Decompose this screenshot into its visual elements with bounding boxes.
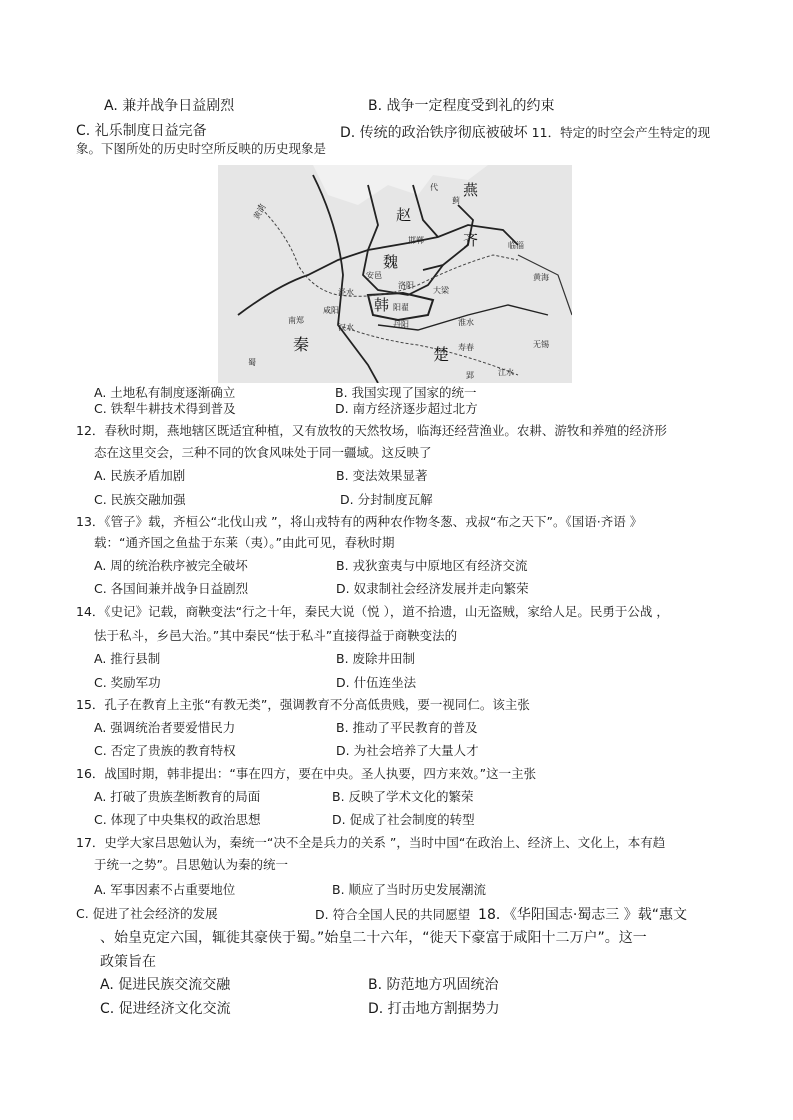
q15-option-c: C. 否定了贵族的教育特权 bbox=[94, 743, 236, 758]
svg-text:郢: 郢 bbox=[466, 371, 474, 380]
q17-option-b: B. 顺应了当时历史发展潮流 bbox=[332, 882, 487, 897]
q10-option-d-text: D. 传统的政治铁序彻底被破坏 bbox=[340, 125, 528, 141]
q17-stem-line2: 于统一之势”。吕思勉认为秦的统一 bbox=[94, 857, 288, 872]
q10-option-d bbox=[340, 124, 710, 142]
q10-option-c: C. 礼乐制度日益完备 bbox=[76, 123, 207, 139]
map-svg bbox=[218, 165, 572, 383]
svg-text:临淄: 临淄 bbox=[508, 241, 524, 250]
q11-stem-start: 11．特定的时空会产生特定的现 bbox=[531, 125, 711, 140]
q16-option-b: B. 反映了学术文化的繁荣 bbox=[332, 789, 474, 804]
q13-option-b: B. 戎狄蛮夷与中原地区有经济交流 bbox=[336, 558, 528, 573]
q14-option-d: D. 什伍连坐法 bbox=[336, 675, 417, 690]
svg-text:洛阳: 洛阳 bbox=[398, 281, 414, 290]
q18-option-b: B. 防范地方巩固统治 bbox=[368, 977, 499, 993]
state-label-qin: 秦 bbox=[293, 335, 310, 354]
q11-option-c: C. 铁犁牛耕技术得到普及 bbox=[94, 401, 236, 416]
q18-stem-line2: 、始皇克定六国，辄徙其豪侠于蜀。”始皇二十六年，“徙天下豪富于咸阳十二万户”。这一 bbox=[100, 930, 647, 946]
svg-text:江水: 江水 bbox=[498, 368, 514, 377]
q12-option-d: D. 分封制度瓦解 bbox=[340, 492, 433, 507]
q13-option-c: C. 各国间兼并战争日益剧烈 bbox=[94, 581, 249, 596]
warring-states-map bbox=[218, 165, 572, 383]
svg-text:汉水: 汉水 bbox=[338, 323, 354, 332]
q12-stem-line2: 态在这里交会，三种不同的饮食风味处于同一疆域。这反映了 bbox=[94, 445, 432, 460]
svg-text:安邑: 安邑 bbox=[366, 271, 382, 280]
svg-text:大梁: 大梁 bbox=[433, 286, 449, 295]
svg-text:淮水: 淮水 bbox=[458, 318, 474, 327]
state-label-zhao: 赵 bbox=[396, 206, 412, 224]
q12-option-c: C. 民族交融加强 bbox=[94, 492, 186, 507]
q15-stem: 15．孔子在教育上主张“有教无类”，强调教育不分高低贵贱，要一视同仁。该主张 bbox=[76, 697, 530, 712]
q16-option-d: D. 促成了社会制度的转型 bbox=[332, 812, 475, 827]
q14-stem-line1: 14．《史记》记载，商鞅变法“行之十年，秦民大说（悦 ），道不拾遗，山无盗贼，家给人足。民勇于公战 ， bbox=[76, 604, 669, 619]
q10-option-b: B. 战争一定程度受到礼的约束 bbox=[368, 98, 555, 114]
svg-text:黄河: 黄河 bbox=[251, 202, 268, 221]
state-label-qi: 齐 bbox=[463, 231, 479, 249]
svg-text:黄海: 黄海 bbox=[533, 273, 549, 282]
q14-option-a: A. 推行县制 bbox=[94, 651, 161, 666]
q14-stem-line2: 怯于私斗，乡邑大治。”其中秦民“怯于私斗”直接得益于商鞅变法的 bbox=[94, 628, 458, 643]
q17-option-d-row bbox=[315, 906, 687, 924]
q17-option-a: A. 军事因素不占重要地位 bbox=[94, 882, 236, 897]
q14-option-c: C. 奖励军功 bbox=[94, 675, 161, 690]
q13-option-a: A. 周的统治秩序被完全破坏 bbox=[94, 558, 248, 573]
q18-stem-start: 18．《华阳国志·蜀志三 》载“惠文 bbox=[478, 907, 687, 923]
q18-option-c: C. 促进经济文化交流 bbox=[100, 1001, 231, 1017]
svg-text:邯郸: 邯郸 bbox=[408, 236, 424, 245]
svg-text:泾水: 泾水 bbox=[338, 288, 354, 297]
svg-text:代: 代 bbox=[430, 183, 438, 192]
q17-option-d: D. 符合全国人民的共同愿望 bbox=[315, 907, 471, 922]
q15-option-d: D. 为社会培养了大量人才 bbox=[336, 743, 479, 758]
q18-option-a: A. 促进民族交流交融 bbox=[100, 977, 231, 993]
q12-stem-line1: 12．春秋时期，燕地辖区既适宜种植，又有放牧的天然牧场，临海还经营渔业。农耕、游牧和养殖的经济形 bbox=[76, 423, 667, 438]
q12-option-a: A. 民族矛盾加剧 bbox=[94, 468, 186, 483]
q11-option-a: A. 土地私有制度逐渐确立 bbox=[94, 385, 236, 400]
q17-option-c: C. 促进了社会经济的发展 bbox=[76, 906, 218, 921]
svg-text:无锡: 无锡 bbox=[533, 340, 549, 349]
state-label-yan: 燕 bbox=[463, 181, 479, 199]
svg-text:阳翟: 阳翟 bbox=[393, 303, 409, 312]
q18-option-d: D. 打击地方割据势力 bbox=[368, 1001, 500, 1017]
q15-option-a: A. 强调统治者要爱惜民力 bbox=[94, 720, 236, 735]
svg-text:丹阳: 丹阳 bbox=[393, 320, 409, 329]
q17-stem-line1: 17．史学大家吕思勉认为，秦统一“决不全是兵力的关系 ”，当时中国“在政治上、经济上、文化上，本有趋 bbox=[76, 835, 666, 850]
q16-option-a: A. 打破了贵族垄断教育的局面 bbox=[94, 789, 261, 804]
q11-stem: 象。下图所处的历史时空所反映的历史现象是 bbox=[76, 141, 327, 156]
q12-option-b: B. 变法效果显著 bbox=[336, 468, 428, 483]
q10-option-a: A. 兼并战争日益剧烈 bbox=[104, 98, 235, 114]
q13-option-d: D. 奴隶制社会经济发展并走向繁荣 bbox=[336, 581, 529, 596]
q16-stem: 16．战国时期，韩非提出：“事在四方，要在中央。圣人执要，四方来效。”这一主张 bbox=[76, 766, 537, 781]
q11-option-d: D. 南方经济逐步超过北方 bbox=[335, 401, 478, 416]
svg-text:蓟: 蓟 bbox=[452, 196, 460, 205]
q13-stem-line1: 13．《管子》载，齐桓公“北伐山戎 ”，将山戎特有的两种农作物冬葱、戎叔“布之天下”。《国语·齐语 》 bbox=[76, 514, 643, 529]
svg-text:咸阳: 咸阳 bbox=[323, 306, 339, 315]
q13-stem-line2: 载：“通齐国之鱼盐于东莱（夷）。”由此可见，春秋时期 bbox=[94, 535, 395, 550]
q18-stem-line3: 政策旨在 bbox=[100, 954, 156, 970]
svg-text:南郑: 南郑 bbox=[288, 316, 304, 325]
q11-option-b: B. 我国实现了国家的统一 bbox=[335, 385, 477, 400]
q14-option-b: B. 废除井田制 bbox=[336, 651, 416, 666]
state-label-wei: 魏 bbox=[383, 253, 399, 271]
q16-option-c: C. 体现了中央集权的政治思想 bbox=[94, 812, 261, 827]
svg-text:寿春: 寿春 bbox=[458, 343, 474, 352]
state-label-han: 韩 bbox=[374, 296, 390, 314]
q15-option-b: B. 推动了平民教育的普及 bbox=[336, 720, 478, 735]
state-label-chu: 楚 bbox=[433, 345, 450, 364]
svg-text:蜀: 蜀 bbox=[248, 358, 256, 367]
